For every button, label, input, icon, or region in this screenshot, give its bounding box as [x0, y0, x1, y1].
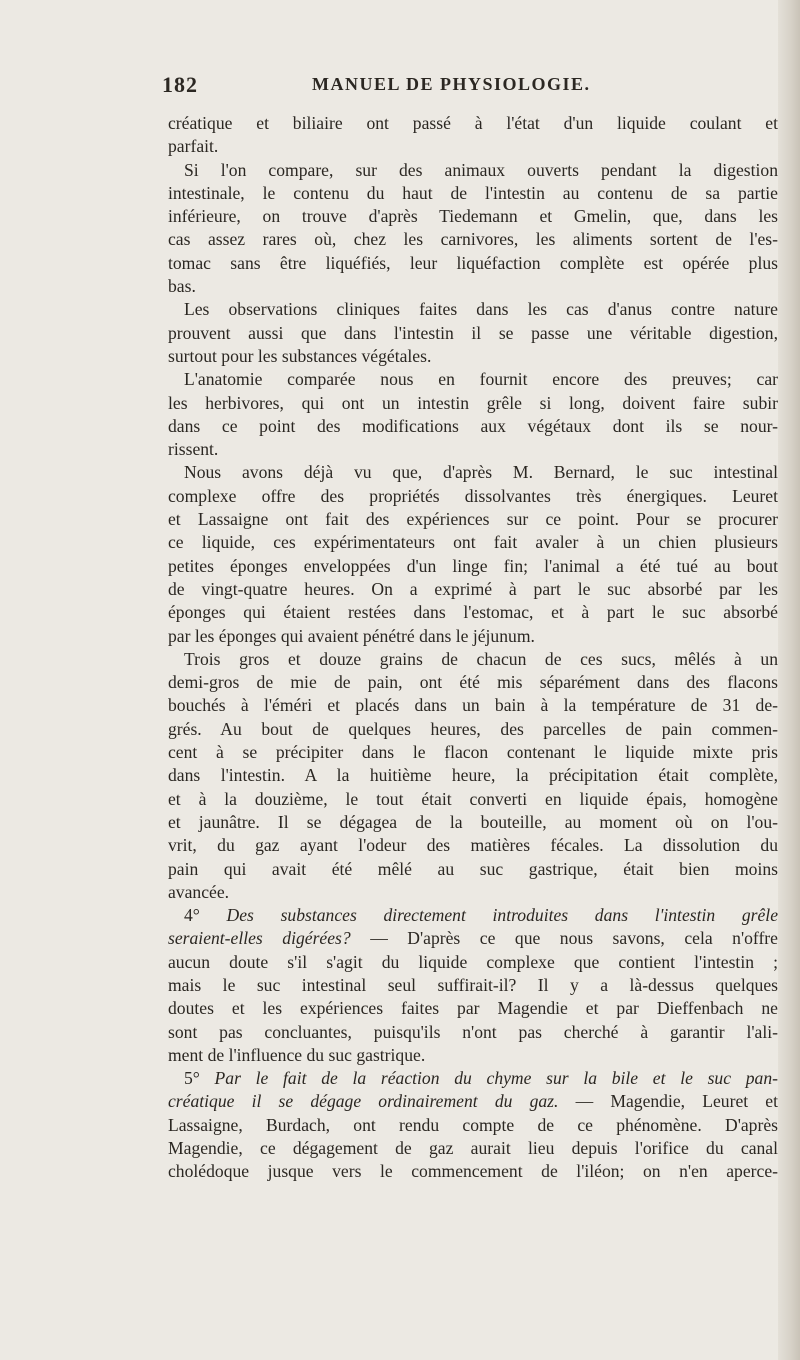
text-line: surtout pour les substances végétales.	[168, 345, 432, 366]
text-line: bouchés à l'éméri et placés dans un bain à la température de 31 de-	[168, 695, 778, 716]
section-5-number: 5°	[184, 1068, 200, 1089]
text-line: de vingt-quatre heures. On a exprimé à part le suc absorbé par les	[168, 578, 778, 599]
text-line: créatique et biliaire ont passé à l'état d'un liquide coulant et	[168, 113, 778, 133]
text-line: Nous avons déjà vu que, d'après M. Bernard, le suc intestinal	[184, 462, 778, 483]
text-line: aucun doute s'il s'agit du liquide complexe que contient l'intestin ;	[168, 951, 778, 972]
section-5-heading	[168, 1067, 778, 1090]
page-number: 182	[162, 72, 198, 97]
text-line: grés. Au bout de quelques heures, des parcelles de pain commen-	[168, 718, 778, 739]
text-line: les herbivores, qui ont un intestin grêle si long, doivent faire subir	[168, 392, 778, 413]
section-5-title-cont: créatique il se dégage ordinairement du gaz.	[168, 1091, 559, 1112]
text-line: complexe offre des propriétés dissolvantes très énergiques. Leuret	[168, 485, 778, 506]
text-line: ce liquide, ces expérimentateurs ont fait avaler à un chien plusieurs	[168, 532, 778, 553]
text-line: petites éponges enveloppées d'un linge fin; l'animal a été tué au bout	[168, 555, 778, 576]
text-line: pain qui avait été mêlé au suc gastrique, était bien moins	[168, 858, 778, 879]
section-4-number: 4°	[184, 905, 200, 926]
text-line: et Lassaigne ont fait des expériences sur ce point. Pour se procurer	[168, 509, 778, 530]
section-5-title: Par le fait de la réaction du chyme sur la bile et le suc pan-	[214, 1068, 778, 1089]
text-line: dans l'intestin. A la huitième heure, la précipitation était complète,	[168, 765, 778, 786]
text-line: Les observations cliniques faites dans les cas d'anus contre nature	[184, 299, 778, 320]
text-line: intestinale, le contenu du haut de l'intestin au contenu de sa partie	[168, 182, 778, 203]
text-line: vrit, du gaz ayant l'odeur des matières fécales. La dissolution du	[168, 835, 778, 856]
text-line: par les éponges qui avaient pénétré dans le jéjunum.	[168, 625, 535, 646]
text-line: L'anatomie comparée nous en fournit encore des preuves; car	[184, 369, 778, 390]
section-5-text: — Magendie, Leuret et	[558, 1091, 778, 1112]
text-line: inférieure, on trouve d'après Tiedemann et Gmelin, que, dans les	[168, 206, 778, 227]
text-line: doutes et les expériences faites par Magendie et par Dieffenbach ne	[168, 998, 778, 1019]
text-line: Si l'on compare, sur des animaux ouverts pendant la digestion	[184, 159, 778, 180]
text-line: Lassaigne, Burdach, ont rendu compte de ce phénomène. D'après	[168, 1114, 778, 1135]
text-line: prouvent aussi que dans l'intestin il se passe une véritable digestion,	[168, 322, 778, 343]
text-line: demi-gros de mie de pain, ont été mis séparément dans des flacons	[168, 672, 778, 693]
text-line: Magendie, ce dégagement de gaz aurait lieu depuis l'orifice du canal	[168, 1138, 778, 1159]
text-line: rissent.	[168, 439, 219, 460]
text-line: avancée.	[168, 881, 230, 902]
page-header	[162, 72, 787, 100]
text-line: cholédoque jusque vers le commencement de l'iléon; on n'en aperce-	[168, 1161, 778, 1182]
section-5-heading-cont	[168, 1090, 778, 1113]
text-line: cas assez rares où, chez les carnivores, les aliments sortent de l'es-	[168, 229, 778, 250]
text-line: éponges qui étaient restées dans l'estomac, et à part le suc absorbé	[168, 602, 778, 623]
page-edge	[778, 0, 800, 1360]
text-line: parfait.	[168, 136, 219, 157]
text-line: dans ce point des modifications aux végétaux dont ils se nour-	[168, 415, 778, 436]
section-4-heading-cont	[168, 927, 778, 950]
section-4-title-cont: seraient-elles digérées?	[168, 928, 351, 949]
text-line: Trois gros et douze grains de chacun de ces sucs, mêlés à un	[184, 648, 778, 669]
text-line: et jaunâtre. Il se dégagea de la bouteille, au moment où on l'ou-	[168, 811, 778, 832]
text-line: bas.	[168, 276, 196, 297]
body-text	[168, 112, 778, 1184]
text-line: cent à se précipiter dans le flacon contenant le liquide mixte pris	[168, 742, 778, 763]
text-line: tomac sans être liquéfiés, leur liquéfaction complète est opérée plus	[168, 252, 778, 273]
section-4-title: Des substances directement introduites dans l'intestin grêle	[226, 905, 778, 926]
running-title: MANUEL DE PHYSIOLOGIE.	[312, 74, 591, 94]
section-4-heading	[168, 904, 778, 927]
text-line: sont pas concluantes, puisqu'ils n'ont pas cherché à garantir l'ali-	[168, 1021, 778, 1042]
section-4-text: — D'après ce que nous savons, cela n'offre	[350, 928, 778, 949]
text-line: ment de l'influence du suc gastrique.	[168, 1044, 426, 1065]
text-line: mais le suc intestinal seul suffirait-il? Il y a là-dessus quelques	[168, 974, 778, 995]
text-line: et à la douzième, le tout était converti en liquide épais, homogène	[168, 788, 778, 809]
